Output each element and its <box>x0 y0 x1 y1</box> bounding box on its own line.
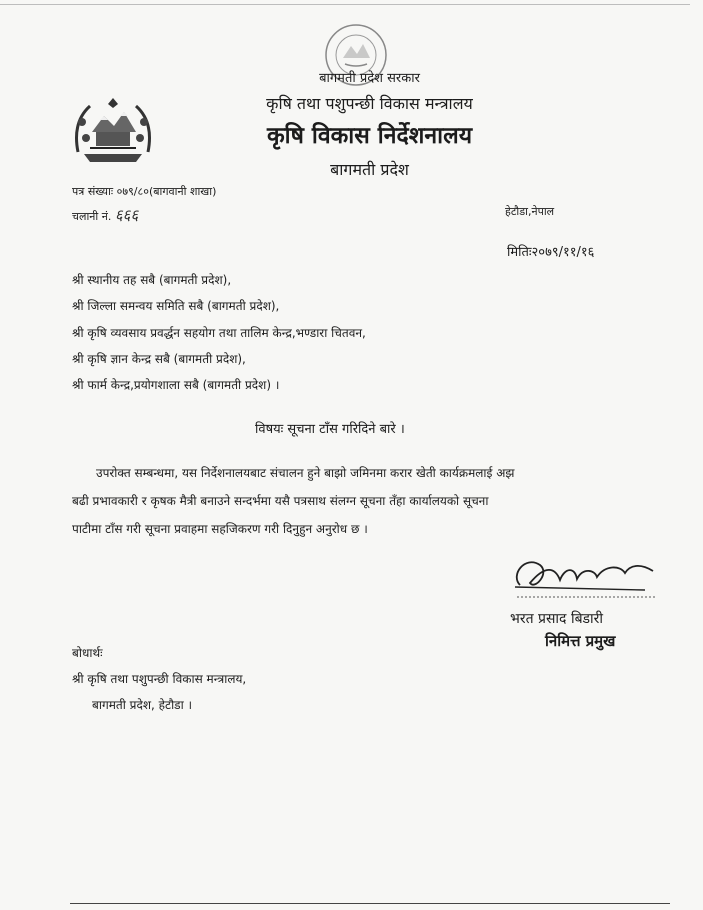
ministry-name: कृषि तथा पशुपन्छी विकास मन्त्रालय <box>266 94 473 113</box>
recipient-line: श्री फार्म केन्द्र,प्रयोगशाला सबै (बागमती प्रदेश) । <box>72 378 280 392</box>
body-line: बढी प्रभावकारी र कृषक मैत्री बनाउने सन्दर्भमा यसै पत्रसाथ संलग्न सूचना तँहा कार्यालयको सूचना <box>72 494 489 508</box>
dispatch-label: चलानी नं. <box>72 210 112 223</box>
cc-label: बोधार्थः <box>72 646 103 660</box>
body-line: उपरोक्त सम्बन्धमा, यस निर्देशनालयबाट संचालन हुने बाझो जमिनमा करार खेती कार्यक्रमलाई अझ <box>96 466 515 480</box>
government-title: बागमती प्रदेश सरकार <box>319 71 420 86</box>
signature <box>505 545 665 605</box>
office-location: हेटौडा,नेपाल <box>505 205 555 218</box>
recipient-line: श्री जिल्ला समन्वय समिति सबै (बागमती प्रदेश), <box>72 299 280 313</box>
letter-subject: विषयः सूचना टाँस गरिदिने बारे । <box>255 422 405 437</box>
directorate-name: कृषि विकास निर्देशनालय <box>266 123 473 149</box>
body-line: पाटीमा टाँस गरी सूचना प्रवाहमा सहजिकरण गरी दिनुहुन अनुरोध छ । <box>72 522 368 536</box>
recipient-line: श्री स्थानीय तह सबै (बागमती प्रदेश), <box>72 273 232 287</box>
letter-reference: पत्र संख्याः ०७९/८०(बागवानी शाखा) <box>72 185 217 198</box>
dispatch-value: ६६६ <box>114 206 139 224</box>
cc-line: बागमती प्रदेश, हेटौडा । <box>92 698 193 712</box>
cc-line: श्री कृषि तथा पशुपन्छी विकास मन्त्रालय, <box>72 672 247 686</box>
dispatch-number <box>72 205 138 225</box>
signatory-designation: निमित्त प्रमुख <box>545 632 616 650</box>
top-edge-line <box>0 4 690 5</box>
recipient-line: श्री कृषि ज्ञान केन्द्र सबै (बागमती प्रदेश), <box>72 352 246 366</box>
footer-line <box>70 903 670 904</box>
recipient-line: श्री कृषि व्यवसाय प्रवर्द्धन सहयोग तथा तालिम केन्द्र,भण्डारा चितवन, <box>72 326 366 340</box>
letter-date: मितिः२०७९/११/१६ <box>507 245 595 260</box>
signatory-name: भरत प्रसाद बिडारी <box>510 611 604 627</box>
province-name: बागमती प्रदेश <box>330 160 409 179</box>
